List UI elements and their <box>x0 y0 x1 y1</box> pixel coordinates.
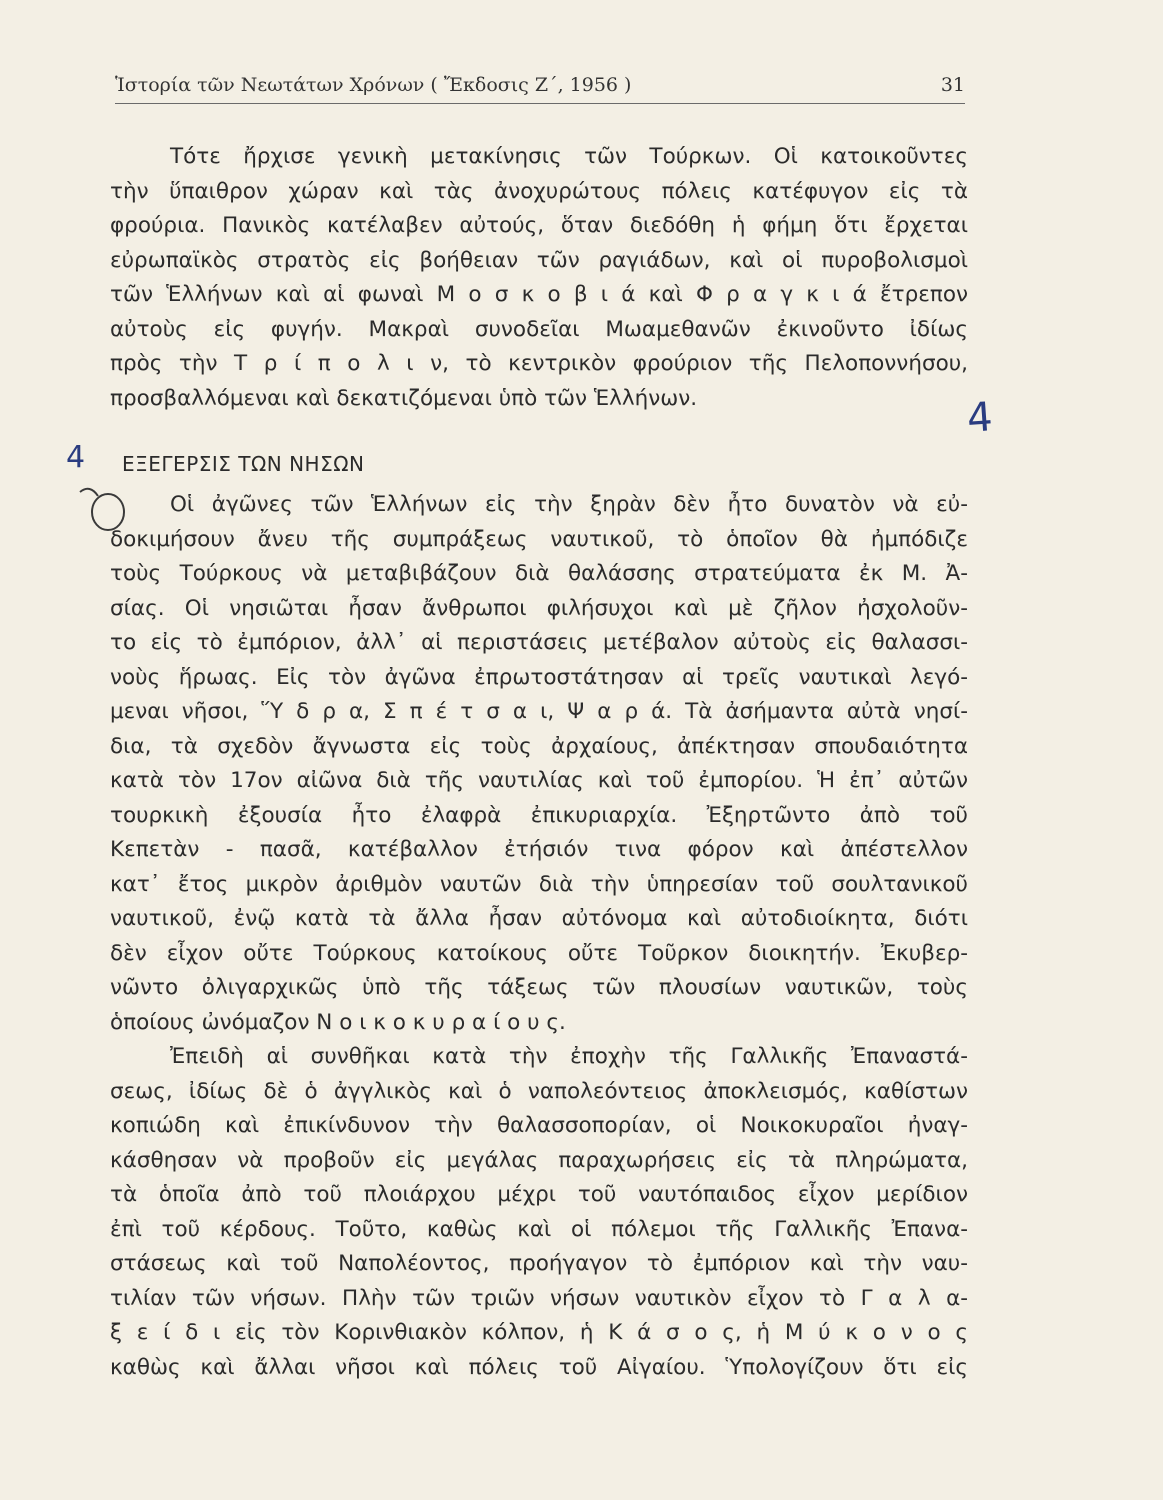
text-line: εὐρωπαϊκὸς στρατὸς εἰς βοήθειαν τῶν ραγιάδων, καὶ οἱ πυροβολισμοὶ <box>110 247 968 273</box>
text-line: δια, τὰ σχεδὸν ἄγνωστα εἰς τοὺς ἀρχαίους, ἀπέκτησαν σπουδαιότητα <box>110 733 968 759</box>
text-line: τὰ ὁποῖα ἀπὸ τοῦ πλοιάρχου μέχρι τοῦ ναυτόπαιδος εἶχον μερίδιον <box>110 1182 968 1207</box>
header-title: Ἱστορία τῶν Νεωτάτων Χρόνων ( Ἔκδοσις Ζ΄, 1956 ) <box>115 74 632 96</box>
text-line: κάσθησαν νὰ προβοῦν εἰς μεγάλας παραχωρήσεις εἰς τὰ πληρώματα, <box>110 1147 968 1173</box>
text-line: νῶντο ὀλιγαρχικῶς ὑπὸ τῆς τάξεως τῶν πλουσίων ναυτικῶν, τοὺς <box>110 975 968 1000</box>
text-line: νοὺς ἥρωας. Εἰς τὸν ἀγῶνα ἐπρωτοστάτησαν αἱ τρεῖς ναυτικαὶ λεγό- <box>110 664 968 690</box>
section-heading: ΕΞΕΓΕΡΣΙΣ ΤΩΝ ΝΗΣΩΝ <box>122 452 365 476</box>
text-line: φρούρια. Πανικὸς κατέλαβεν αὐτούς, ὅταν διεδόθη ἡ φήμη ὅτι ἔρχεται <box>110 213 968 238</box>
margin-note-left: 4 <box>66 440 86 475</box>
text-line: κατ᾽ ἔτος μικρὸν ἀριθμὸν ναυτῶν διὰ τὴν ὑπηρεσίαν τοῦ σουλτανικοῦ <box>110 871 968 897</box>
text-line: στάσεως καὶ τοῦ Ναπολέοντος, προήγαγον τὸ ἐμπόριον καὶ τὴν ναυ- <box>110 1251 968 1276</box>
text-line: Κεπετὰν - πασᾶ, κατέβαλλον ἐτήσιόν τινα φόρον καὶ ἀπέστελλον <box>110 837 968 862</box>
text-line: σίας. Οἱ νησιῶται ἦσαν ἄνθρωποι φιλήσυχοι καὶ μὲ ζῆλον ἠσχολοῦν- <box>110 595 968 621</box>
text-line: ἐπὶ τοῦ κέρδους. Τοῦτο, καθὼς καὶ οἱ πόλεμοι τῆς Γαλλικῆς Ἐπανα- <box>110 1216 968 1242</box>
text-line: πρὸς τὴν Τ ρ ί π ο λ ι ν, τὸ κεντρικὸν φρούριον τῆς Πελοποννήσου, <box>110 351 968 376</box>
text-line: μεναι νῆσοι, Ὕ δ ρ α, Σ π έ τ σ α ι, Ψ α ρ ά. Τὰ ἀσήμαντα αὐτὰ νησί- <box>110 699 968 724</box>
text-line: σεως, ἰδίως δὲ ὁ ἀγγλικὸς καὶ ὁ ναπολεόντειος ἀποκλεισμός, καθίστων <box>110 1078 968 1104</box>
text-line: δοκιμήσουν ἄνευ τῆς συμπράξεως ναυτικοῦ, τὸ ὁποῖον θὰ ἠμπόδιζε <box>110 526 968 552</box>
text-line: Τότε ἤρχισε γενικὴ μετακίνησις τῶν Τούρκων. Οἱ κατοικοῦντες <box>170 144 968 169</box>
text-line: Ἐπειδὴ αἱ συνθῆκαι κατὰ τὴν ἐποχὴν τῆς Γαλλικῆς Ἐπαναστά- <box>170 1044 968 1069</box>
running-header <box>115 74 965 96</box>
text-line: κοπιώδη καὶ ἐπικίνδυνον τὴν θαλασσοπορίαν, οἱ Νοικοκυραῖοι ἠναγ- <box>110 1113 968 1138</box>
text-line: προσβαλλόμεναι καὶ δεκατιζόμεναι ὑπὸ τῶν Ἑλλήνων. <box>110 385 698 411</box>
margin-note-right: 4 <box>965 394 995 442</box>
text-line: αὐτοὺς εἰς φυγήν. Μακραὶ συνοδεῖαι Μωαμεθανῶν ἐκινοῦντο ἰδίως <box>110 316 968 342</box>
text-line: τοὺς Τούρκους νὰ μεταβιβάζουν διὰ θαλάσσης στρατεύματα ἐκ Μ. Ἀ- <box>110 561 968 586</box>
text-line: κατὰ τὸν 17ον αἰῶνα διὰ τῆς ναυτιλίας καὶ τοῦ ἐμπορίου. Ἡ ἐπ᾽ αὐτῶν <box>110 768 968 793</box>
text-line: δὲν εἶχον οὔτε Τούρκους κατοίκους οὔτε Τοῦρκον διοικητήν. Ἐκυβερ- <box>110 940 968 966</box>
text-line: ναυτικοῦ, ἐνῷ κατὰ τὰ ἄλλα ἦσαν αὐτόνομα καὶ αὐτοδιοίκητα, διότι <box>110 906 968 931</box>
paragraph-3 <box>110 1040 968 1385</box>
text-line: τὴν ὕπαιθρον χώραν καὶ τὰς ἀνοχυρώτους πόλεις κατέφυγον εἰς τὰ <box>110 178 968 204</box>
text-line: Οἱ ἀγῶνες τῶν Ἑλλήνων εἰς τὴν ξηρὰν δὲν ἦτο δυνατὸν νὰ εὐ- <box>170 492 968 517</box>
paragraph-2 <box>110 488 968 1040</box>
page-number: 31 <box>940 74 965 96</box>
text-line: τουρκικὴ ἐξουσία ἦτο ἐλαφρὰ ἐπικυριαρχία. Ἐξηρτῶντο ἀπὸ τοῦ <box>110 802 968 828</box>
text-line: τιλίαν τῶν νήσων. Πλὴν τῶν τριῶν νήσων ναυτικὸν εἶχον τὸ Γ α λ α- <box>110 1285 968 1311</box>
text-line: ξ ε ί δ ι εἰς τὸν Κορινθιακὸν κόλπον, ἡ Κ ά σ ο ς, ἡ Μ ύ κ ο ν ο ς <box>110 1320 968 1345</box>
header-rule <box>115 103 965 104</box>
text-line: καθὼς καὶ ἄλλαι νῆσοι καὶ πόλεις τοῦ Αἰγαίου. Ὑπολογίζουν ὅτι εἰς <box>110 1354 968 1380</box>
text-line: το εἰς τὸ ἐμπόριον, ἀλλ᾽ αἱ περιστάσεις μετέβαλον αὐτοὺς εἰς θαλασσι- <box>110 630 968 655</box>
text-line: τῶν Ἑλλήνων καὶ αἱ φωναὶ Μ ο σ κ ο β ι ά καὶ Φ ρ α γ κ ι ά ἔτρεπον <box>110 282 968 307</box>
text-line: ὁποίους ὠνόμαζον Ν ο ι κ ο κ υ ρ α ί ο υ ς. <box>110 1009 566 1035</box>
paragraph-1 <box>110 140 968 416</box>
